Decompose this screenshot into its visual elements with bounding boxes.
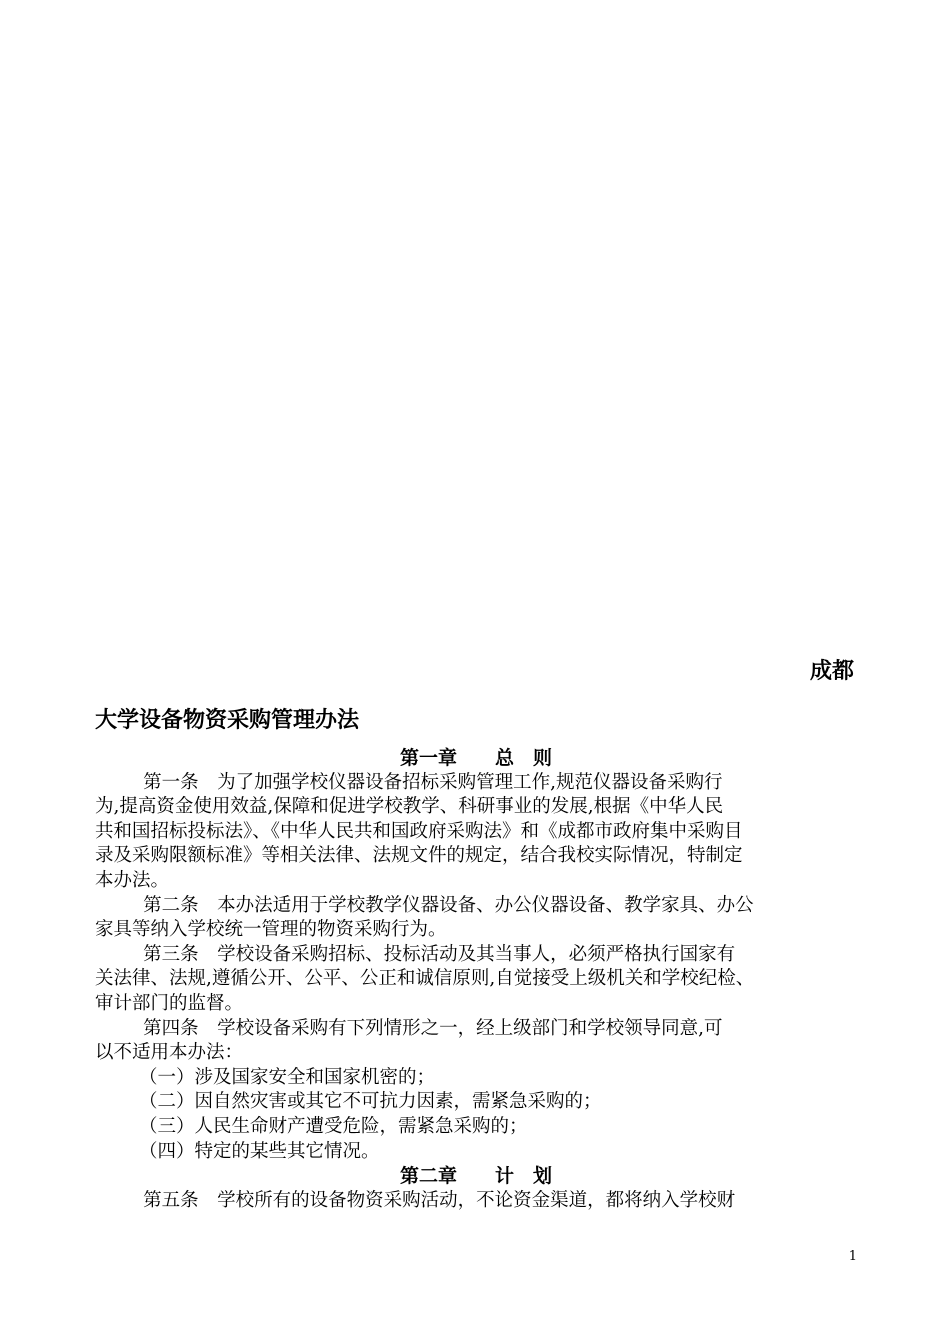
- article-3-line: 第三条 学校设备采购招标、投标活动及其当事人，必须严格执行国家有: [143, 943, 736, 965]
- article-1-line: 录及采购限额标准》等相关法律、法规文件的规定，结合我校实际情况，特制定: [95, 845, 743, 867]
- article-1-line: 第一条 为了加强学校仪器设备招标采购管理工作,规范仪器设备采购行: [143, 771, 723, 793]
- article-1-line: 本办法。: [95, 869, 170, 891]
- article-3: [95, 943, 857, 1017]
- article-2-line: 家具等纳入学校统一管理的物资采购行为。: [95, 919, 447, 941]
- article-3-line: 审计部门的监督。: [95, 992, 244, 1014]
- article-4-item: （一）涉及国家安全和国家机密的；: [139, 1066, 436, 1088]
- article-5: [95, 1189, 857, 1214]
- article-4-item: （四）特定的某些其它情况。: [139, 1140, 380, 1162]
- article-3-line: 关法律、法规,遵循公开、公平、公正和诚信原则,自觉接受上级机关和学校纪检、: [95, 968, 755, 990]
- title-fragment-right: 成都: [809, 659, 854, 684]
- article-4-item: （二）因自然灾害或其它不可抗力因素，需紧急采购的；: [139, 1091, 602, 1113]
- article-4-line: 以不适用本办法：: [95, 1042, 244, 1064]
- article-1: [95, 771, 857, 894]
- document-title: 大学设备物资采购管理办法: [95, 708, 360, 733]
- document-body: [95, 746, 857, 1213]
- article-4-item: （三）人民生命财产遭受危险，需紧急采购的；: [139, 1115, 528, 1137]
- article-2-line: 第二条 本办法适用于学校教学仪器设备、办公仪器设备、教学家具、办公: [143, 894, 754, 916]
- article-2: [95, 894, 857, 943]
- chapter-heading-1: 第一章 总 则: [399, 747, 552, 769]
- article-1-line: 为,提高资金使用效益,保障和促进学校教学、科研事业的发展,根据《中华人民: [95, 796, 724, 818]
- article-1-line: 共和国招标投标法》、《中华人民共和国政府采购法》和《成都市政府集中采购目: [95, 820, 743, 842]
- article-4: [95, 1017, 857, 1066]
- article-4-line: 第四条 学校设备采购有下列情形之一，经上级部门和学校领导同意,可: [143, 1017, 723, 1039]
- chapter-heading-2: 第二章 计 划: [399, 1165, 552, 1188]
- page-number: 1: [848, 1249, 857, 1264]
- article-5-line: 第五条 学校所有的设备物资采购活动，不论资金渠道，都将纳入学校财: [143, 1189, 736, 1211]
